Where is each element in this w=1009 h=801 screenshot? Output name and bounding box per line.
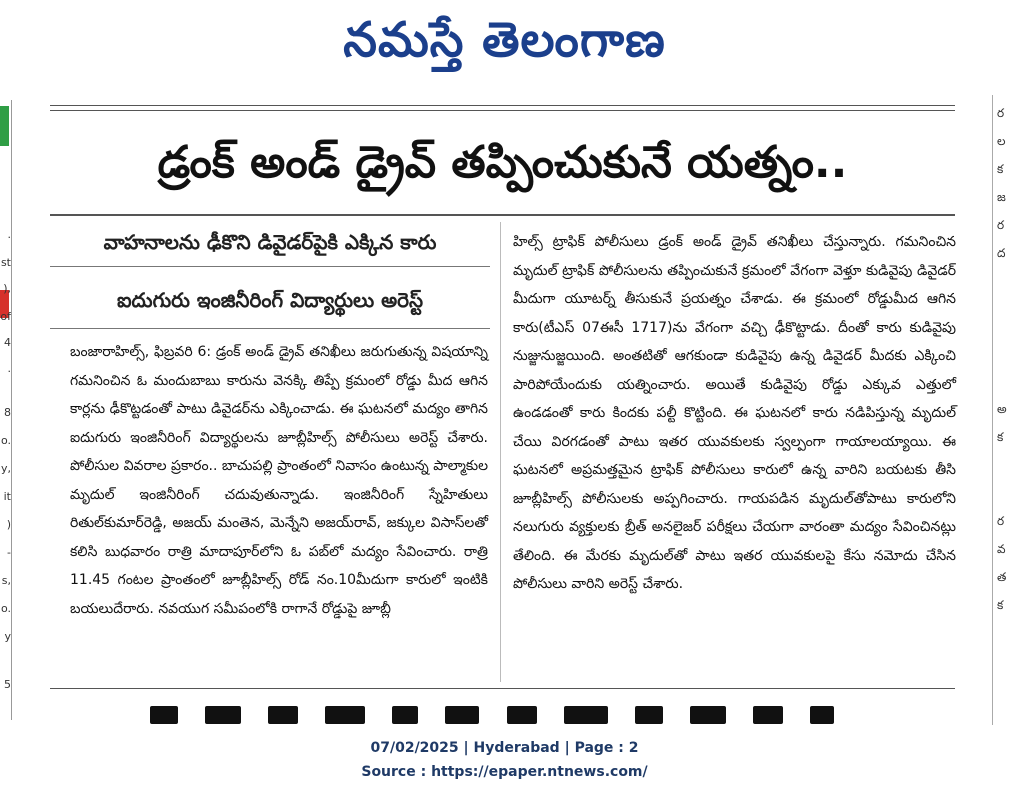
right-fragment: ద <box>997 246 1006 260</box>
cropped-glyph <box>150 706 178 724</box>
column-divider <box>500 222 501 682</box>
left-fragment: o. <box>0 434 11 447</box>
left-fragment: s, <box>1 574 11 587</box>
article-subheadline-2: ఐదుగురు ఇంజినీరింగ్ విద్యార్థులు అరెస్ట్ <box>116 288 424 312</box>
left-fragment: . <box>7 362 11 375</box>
right-fragment: క <box>997 162 1004 176</box>
cropped-glyph <box>753 706 783 724</box>
masthead <box>0 0 1009 82</box>
adjacent-article-right-edge <box>992 95 1009 725</box>
right-fragment: అ <box>997 402 1007 416</box>
cropped-glyph <box>268 706 298 724</box>
right-fragment: క <box>997 598 1004 612</box>
right-fragment: ర <box>997 106 1005 120</box>
footer-source-link[interactable]: Source : https://epaper.ntnews.com/ <box>361 764 648 780</box>
right-fragment: క <box>997 430 1004 444</box>
left-fragment: 8 <box>4 406 11 419</box>
footer-date-page: 07/02/2025 | Hyderabad | Page : 2 <box>370 740 639 756</box>
green-ad-fragment <box>0 106 9 146</box>
adjacent-article-left-edge <box>0 100 12 720</box>
right-fragment: ల <box>997 134 1006 148</box>
cropped-glyph <box>325 706 365 724</box>
article-body-right-column: హిల్స్ ట్రాఫిక్ పోలీసులు డ్రంక్ అండ్ డ్రైవ్ తనిఖీలు చేస్తున్నారు. గమనించిన మృదుల్ ట్రాఫిక్ పోలీసులను తప్పించుకునే క్రమంలో వేగంగా వెళ్తూ కుడివైపు డివైడర్ మీదుగా యూటర్న్ తీసుకునే ప్రయత్నం చేశాడు. ఈ క్రమంలో రోడ్డుమీద ఆగిన కారు(టీఎస్ 07ఈసీ 1717)ను వేగంగా వచ్చి ఢీకొట్టాడు. దీంతో కారు కుడివైపు నుజ్జునుజ్జయింది. అంతటితో ఆగకుండా కుడివైపు ఉన్న డివైడర్ మీదకు ఎక్కించి పారిపోయేందుకు యత్నించారు. అయితే కుడివైపు రోడ్డు ఎక్కువ ఎత్తులో ఉండడంతో కారు కిందకు పల్టీ కొట్టింది. ఈ ఘటనలో కారు నడిపిస్తున్న మృదుల్ చేయి విరగడంతో పాటు ఇతర యువకులకు స్వల్పంగా గాయాలయ్యాయి. ఈ ఘటనలో అప్రమత్తమైన ట్రాఫిక్ పోలీసులు కారులో ఉన్న వారిని బయటకు తీసి జూబ్లీహిల్స్ పోలీసులకు అప్పగించారు. గాయపడిన మృదుల్‌తోపాటు కారులోని నలుగురు వ్యక్తులకు బ్రీత్ అనలైజర్ పరీక్షలు చేయగా వారంతా మద్యం సేవించినట్లు తేలింది. ఈ మేరకు మృదుల్‌తో పాటు ఇతర యువకులపై కేసు నమోదు చేసిన పోలీసులు వారిని అరెస్ట్ చేశారు. <box>513 234 956 592</box>
cropped-glyph <box>635 706 663 724</box>
left-fragment: . <box>7 228 11 241</box>
left-fragment: 4 <box>4 336 11 349</box>
subheadline-divider <box>50 328 490 329</box>
cropped-glyph <box>690 706 726 724</box>
left-fragment: o. <box>0 602 11 615</box>
right-fragment: త <box>997 570 1007 584</box>
article-subheadline-1: వాహనాలను ఢీకొని డివైడర్‌పైకి ఎక్కిన కారు <box>103 230 437 254</box>
right-fragment: జ <box>997 190 1006 204</box>
right-fragment: వ <box>997 542 1006 556</box>
left-fragment: 5 <box>4 678 11 691</box>
headline-top-rule <box>50 105 955 111</box>
article-bottom-rule <box>50 688 955 689</box>
right-fragment: ర <box>997 218 1005 232</box>
cropped-glyph <box>445 706 479 724</box>
article-headline: డ్రంక్ అండ్ డ్రైవ్ తప్పించుకునే యత్నం.. <box>157 137 848 188</box>
article-body-left-column: బంజారాహిల్స్, ఫిబ్రవరి 6: డ్రంక్ అండ్ డ్రైవ్ తనిఖీలు జరుగుతున్న విషయాన్ని గమనించిన ఓ మందుబాబు కారును వెనక్కి తిప్పే క్రమంలో రోడ్డు మీద ఆగిన కార్లను ఢీకొట్టడంతో పాటు డివైడర్‌ను ఎక్కించాడు. ఈ ఘటనలో మద్యం తాగిన ఐదుగురు ఇంజినీరింగ్ విద్యార్థులను జూబ్లీహిల్స్ పోలీసులు అరెస్ట్ చేశారు. పోలీసుల వివరాల ప్రకారం.. బాచుపల్లి ప్రాంతంలో నివాసం ఉంటున్న పాల్మాకుల మృదుల్ ఇంజినీరింగ్ చదువుతున్నాడు. ఇంజినీరింగ్ స్నేహితులు రితుల్‌కుమార్‌రెడ్డి, అజయ్ మంతెన, మెన్నేని అజయ్‌రావ్, జక్కుల విసాస్‌లతో కలిసి బుధవారం రాత్రి మాదాపూర్‌లోని ఓ పబ్‌లో మద్యం సేవించారు. రాత్రి 11.45 గంటల ప్రాంతంలో జూబ్లీహిల్స్ రోడ్ నం.10మీదుగా కారులో ఇంటికి బయలుదేరారు. నవయుగ సమీపంలోకి రాగానే రోడ్డుపై జూబ్లీ <box>70 344 488 617</box>
left-fragment: ), <box>3 282 11 295</box>
cropped-glyph <box>507 706 537 724</box>
left-fragment: of <box>0 310 11 323</box>
cropped-glyph <box>392 706 418 724</box>
left-fragment: it <box>3 490 11 503</box>
cropped-glyph <box>564 706 608 724</box>
right-fragment: ర <box>997 514 1005 528</box>
cropped-next-headline <box>150 706 950 728</box>
subheadline-divider <box>50 266 490 267</box>
left-fragment: y, <box>0 462 11 475</box>
headline-bottom-rule <box>50 214 955 216</box>
left-fragment: st <box>0 256 11 269</box>
cropped-glyph <box>205 706 241 724</box>
left-fragment: ) <box>6 518 11 531</box>
cropped-glyph <box>810 706 834 724</box>
page-footer <box>0 728 1009 801</box>
left-fragment: - <box>7 546 11 559</box>
left-fragment: y <box>4 630 11 643</box>
newspaper-logo: నమస్తే తెలంగాణ <box>343 12 666 68</box>
